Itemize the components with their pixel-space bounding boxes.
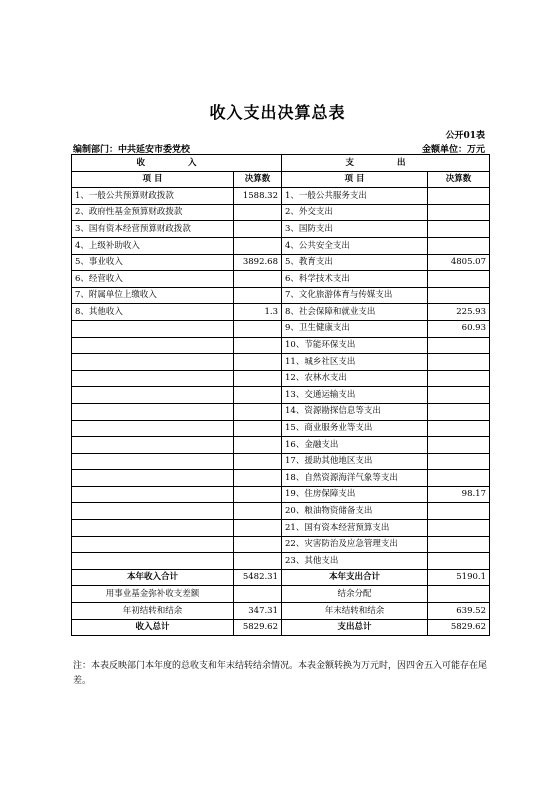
expense-summary-label: 支出总计 — [282, 619, 428, 636]
income-summary-amount — [234, 586, 282, 603]
table-row — [72, 453, 490, 470]
income-item-cell: 8、其他收入 — [72, 304, 234, 321]
expense-amount-cell — [428, 453, 490, 470]
expense-amount-cell — [428, 470, 490, 487]
income-amount-cell — [234, 453, 282, 470]
table-row — [72, 387, 490, 404]
expense-item-cell: 11、城乡社区支出 — [282, 354, 428, 371]
column-header-row — [72, 171, 490, 188]
income-amount-cell — [234, 337, 282, 354]
expense-item-cell: 1、一般公共服务支出 — [282, 188, 428, 205]
expense-item-cell: 3、国防支出 — [282, 221, 428, 238]
expense-item-header: 项 目 — [282, 171, 428, 188]
form-number: 公开01表 — [445, 131, 485, 141]
summary-row — [72, 586, 490, 603]
expense-item-cell: 18、自然资源海洋气象等支出 — [282, 470, 428, 487]
table-row — [72, 370, 490, 387]
expense-amount-cell: 4805.07 — [428, 254, 490, 271]
income-amount-cell — [234, 320, 282, 337]
income-item-cell — [72, 503, 234, 520]
income-amount-cell — [234, 503, 282, 520]
expense-amount-cell — [428, 370, 490, 387]
expense-amount-cell — [428, 204, 490, 221]
expense-section-header: 支 出 — [282, 155, 490, 172]
income-item-cell: 6、经营收入 — [72, 271, 234, 288]
expense-item-cell: 13、交通运输支出 — [282, 387, 428, 404]
summary-row — [72, 603, 490, 620]
table-row — [72, 204, 490, 221]
income-amount-header: 决算数 — [234, 171, 282, 188]
income-item-cell — [72, 536, 234, 553]
expense-amount-cell: 98.17 — [428, 486, 490, 503]
expense-item-cell: 22、灾害防治及应急管理支出 — [282, 536, 428, 553]
expense-item-cell: 19、住房保障支出 — [282, 486, 428, 503]
compiling-department: 编制部门：中共延安市委党校 — [73, 145, 191, 155]
amount-unit: 金额单位：万元 — [421, 145, 485, 155]
income-item-cell: 1、一般公共预算财政拨款 — [72, 188, 234, 205]
table-row — [72, 403, 490, 420]
income-summary-amount: 5482.31 — [234, 569, 282, 586]
expense-item-cell: 14、资源勘探信息等支出 — [282, 403, 428, 420]
expense-amount-cell — [428, 520, 490, 537]
income-amount-cell — [234, 354, 282, 371]
income-amount-cell: 1.3 — [234, 304, 282, 321]
income-amount-cell — [234, 420, 282, 437]
income-summary-label: 用事业基金弥补收支差额 — [72, 586, 234, 603]
income-item-cell — [72, 486, 234, 503]
footnote: 注：本表反映部门本年度的总收支和年末结转结余情况。本表金额转换为万元时，因四舍五入可能存在尾差。 — [73, 661, 488, 686]
income-item-cell — [72, 387, 234, 404]
expense-amount-cell — [428, 337, 490, 354]
table-row — [72, 354, 490, 371]
income-item-header: 项 目 — [72, 171, 234, 188]
expense-item-cell: 4、公共安全支出 — [282, 237, 428, 254]
expense-summary-amount — [428, 586, 490, 603]
income-amount-cell: 3892.68 — [234, 254, 282, 271]
expense-amount-cell — [428, 536, 490, 553]
table-row — [72, 437, 490, 454]
expense-item-cell: 23、其他支出 — [282, 553, 428, 570]
income-amount-cell — [234, 387, 282, 404]
income-item-cell — [72, 553, 234, 570]
expense-amount-cell — [428, 354, 490, 371]
income-summary-amount: 347.31 — [234, 603, 282, 620]
income-item-cell — [72, 354, 234, 371]
expense-amount-cell — [428, 287, 490, 304]
income-item-cell — [72, 370, 234, 387]
expense-item-cell: 2、外交支出 — [282, 204, 428, 221]
income-item-cell — [72, 403, 234, 420]
income-item-cell — [72, 320, 234, 337]
table-row — [72, 287, 490, 304]
income-item-cell — [72, 437, 234, 454]
income-item-cell: 5、事业收入 — [72, 254, 234, 271]
income-summary-amount: 5829.62 — [234, 619, 282, 636]
expense-item-cell: 7、文化旅游体育与传媒支出 — [282, 287, 428, 304]
income-item-cell: 2、政府性基金预算财政拨款 — [72, 204, 234, 221]
expense-amount-cell — [428, 237, 490, 254]
expense-item-cell: 17、援助其他地区支出 — [282, 453, 428, 470]
expense-amount-cell — [428, 188, 490, 205]
table-row — [72, 320, 490, 337]
table-row — [72, 470, 490, 487]
income-summary-label: 收入总计 — [72, 619, 234, 636]
expense-summary-amount: 5190.1 — [428, 569, 490, 586]
income-amount-cell — [234, 536, 282, 553]
expense-amount-cell — [428, 437, 490, 454]
expense-item-cell: 6、科学技术支出 — [282, 271, 428, 288]
income-item-cell — [72, 420, 234, 437]
expense-item-cell: 21、国有资本经营预算支出 — [282, 520, 428, 537]
table-row — [72, 520, 490, 537]
expense-summary-amount: 5829.62 — [428, 619, 490, 636]
table-row — [72, 188, 490, 205]
expense-amount-cell — [428, 503, 490, 520]
table-row — [72, 304, 490, 321]
income-item-cell — [72, 470, 234, 487]
expense-amount-cell — [428, 271, 490, 288]
income-summary-label: 年初结转和结余 — [72, 603, 234, 620]
income-item-cell: 4、上级补助收入 — [72, 237, 234, 254]
income-amount-cell — [234, 237, 282, 254]
expense-summary-label: 结余分配 — [282, 586, 428, 603]
expense-item-cell: 9、卫生健康支出 — [282, 320, 428, 337]
income-amount-cell: 1588.32 — [234, 188, 282, 205]
table-row — [72, 420, 490, 437]
expense-amount-cell — [428, 553, 490, 570]
table-row — [72, 503, 490, 520]
table-row — [72, 271, 490, 288]
table-row — [72, 254, 490, 271]
summary-row — [72, 619, 490, 636]
expense-summary-label: 本年支出合计 — [282, 569, 428, 586]
expense-summary-amount: 639.52 — [428, 603, 490, 620]
table-row — [72, 553, 490, 570]
section-header-row — [72, 155, 490, 172]
table-row — [72, 221, 490, 238]
expense-item-cell: 15、商业服务业等支出 — [282, 420, 428, 437]
expense-amount-cell — [428, 420, 490, 437]
income-item-cell: 3、国有资本经营预算财政拨款 — [72, 221, 234, 238]
table-row — [72, 337, 490, 354]
income-amount-cell — [234, 486, 282, 503]
income-section-header: 收 入 — [72, 155, 282, 172]
income-amount-cell — [234, 403, 282, 420]
income-amount-cell — [234, 271, 282, 288]
income-summary-label: 本年收入合计 — [72, 569, 234, 586]
income-amount-cell — [234, 470, 282, 487]
expense-item-cell: 16、金融支出 — [282, 437, 428, 454]
income-item-cell — [72, 337, 234, 354]
expense-amount-header: 决算数 — [428, 171, 490, 188]
expense-amount-cell: 225.93 — [428, 304, 490, 321]
expense-amount-cell — [428, 221, 490, 238]
income-item-cell: 7、附属单位上缴收入 — [72, 287, 234, 304]
income-amount-cell — [234, 520, 282, 537]
expense-amount-cell — [428, 403, 490, 420]
expense-item-cell: 10、节能环保支出 — [282, 337, 428, 354]
expense-summary-label: 年末结转和结余 — [282, 603, 428, 620]
table-row — [72, 536, 490, 553]
income-amount-cell — [234, 287, 282, 304]
expense-item-cell: 20、粮油物资储备支出 — [282, 503, 428, 520]
table-row — [72, 237, 490, 254]
income-amount-cell — [234, 553, 282, 570]
income-amount-cell — [234, 221, 282, 238]
page-title: 收入支出决算总表 — [209, 103, 346, 122]
expense-item-cell: 5、教育支出 — [282, 254, 428, 271]
expense-amount-cell — [428, 387, 490, 404]
expense-item-cell: 12、农林水支出 — [282, 370, 428, 387]
income-expense-table — [71, 154, 490, 636]
income-item-cell — [72, 453, 234, 470]
income-amount-cell — [234, 437, 282, 454]
expense-item-cell: 8、社会保障和就业支出 — [282, 304, 428, 321]
income-item-cell — [72, 520, 234, 537]
income-amount-cell — [234, 370, 282, 387]
income-amount-cell — [234, 204, 282, 221]
expense-amount-cell: 60.93 — [428, 320, 490, 337]
summary-row — [72, 569, 490, 586]
table-row — [72, 486, 490, 503]
